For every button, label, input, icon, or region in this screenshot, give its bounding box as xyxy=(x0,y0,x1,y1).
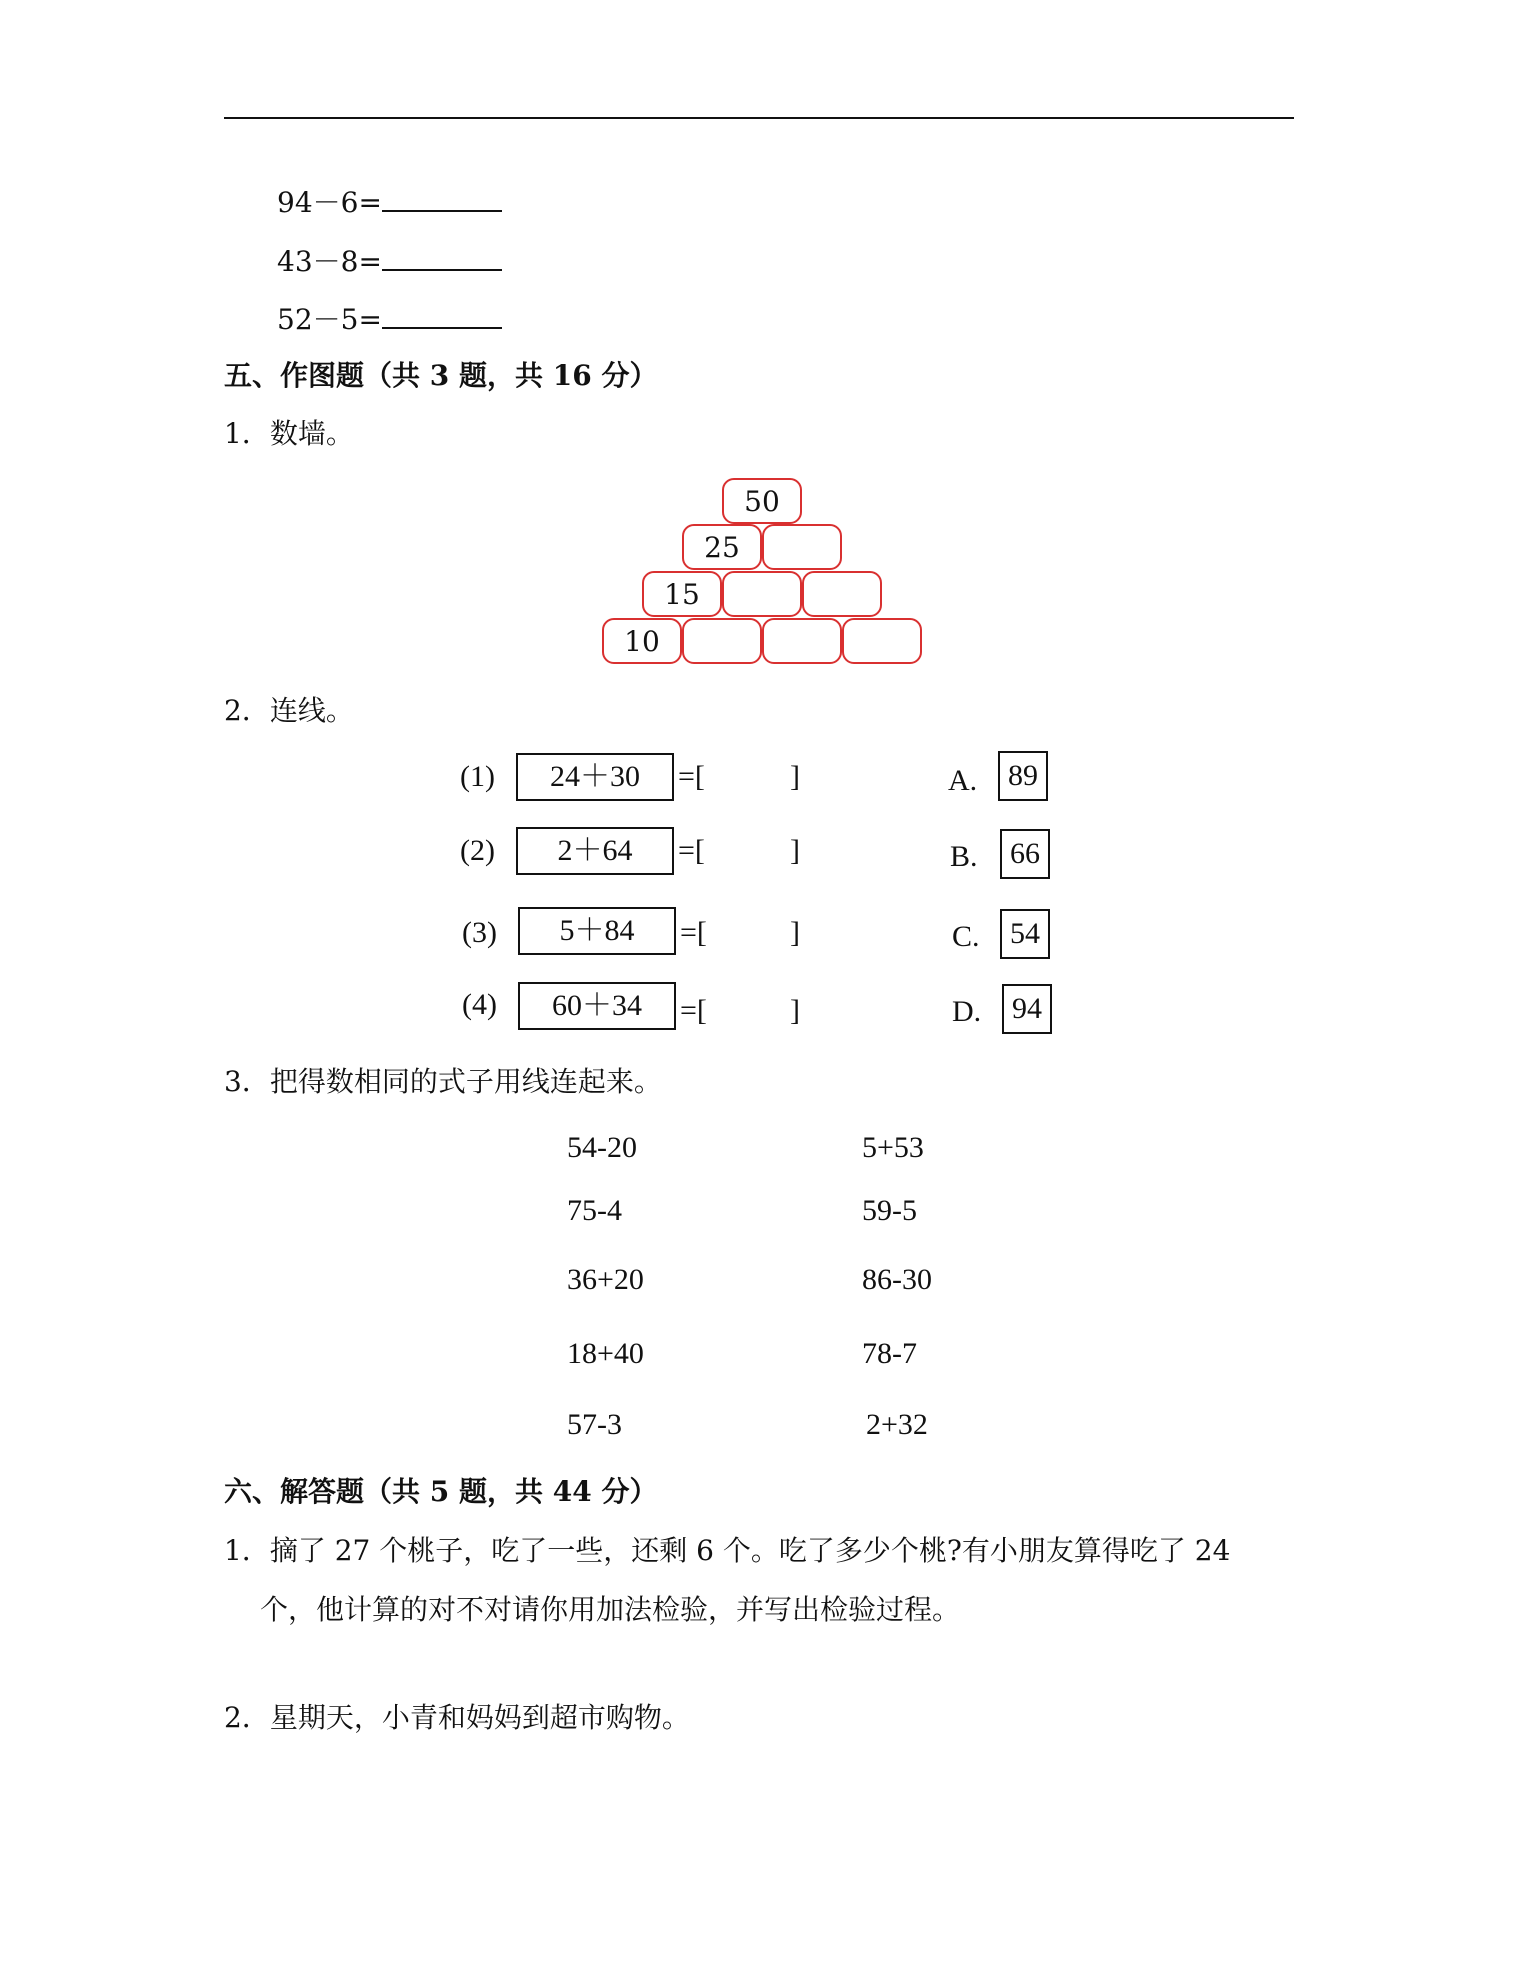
right-expression[interactable]: 78-7 xyxy=(862,1337,917,1370)
q2-label: 2．连线。 xyxy=(224,694,354,727)
equals-bracket: =[ xyxy=(680,916,707,949)
left-expression[interactable]: 54-20 xyxy=(567,1131,637,1164)
wall-brick-empty[interactable] xyxy=(842,618,922,664)
option-letter: D. xyxy=(952,995,982,1028)
subtraction-3 xyxy=(277,303,502,334)
right-expression[interactable]: 5+53 xyxy=(862,1131,924,1164)
equals-bracket: =[ xyxy=(678,834,705,867)
item-number: (2) xyxy=(460,834,495,867)
q1-label: 1．数墙。 xyxy=(224,417,354,450)
answer-blank[interactable] xyxy=(382,303,502,329)
option-letter: B. xyxy=(950,840,978,873)
right-expression[interactable]: 2+32 xyxy=(866,1408,928,1441)
option-value-box: 89 xyxy=(998,751,1048,801)
answer-blank[interactable] xyxy=(382,186,502,212)
wall-brick-empty[interactable] xyxy=(762,618,842,664)
item-number: (3) xyxy=(462,916,497,949)
wall-brick: 10 xyxy=(602,618,682,664)
close-bracket: ] xyxy=(790,760,800,793)
expression: 94－6= xyxy=(277,186,382,219)
wall-brick-empty[interactable] xyxy=(722,571,802,617)
right-expression[interactable]: 86-30 xyxy=(862,1263,932,1296)
expression: 52－5= xyxy=(277,303,382,336)
problem-2-line-1: 2．星期天，小青和妈妈到超市购物。 xyxy=(224,1701,690,1734)
item-number: (1) xyxy=(460,760,495,793)
wall-brick-empty[interactable] xyxy=(802,571,882,617)
expression-box: 24＋30 xyxy=(516,753,674,801)
expression-box: 5＋84 xyxy=(518,907,676,955)
left-expression[interactable]: 57-3 xyxy=(567,1408,622,1441)
equals-bracket: =[ xyxy=(680,994,707,1027)
expression-box: 2＋64 xyxy=(516,827,674,875)
left-expression[interactable]: 18+40 xyxy=(567,1337,644,1370)
left-expression[interactable]: 75-4 xyxy=(567,1194,622,1227)
left-expression[interactable]: 36+20 xyxy=(567,1263,644,1296)
close-bracket: ] xyxy=(790,994,800,1027)
close-bracket: ] xyxy=(790,916,800,949)
subtraction-2 xyxy=(277,245,502,276)
problem-1-line-2: 个，他计算的对不对请你用加法检验，并写出检验过程。 xyxy=(260,1593,961,1626)
answer-blank[interactable] xyxy=(382,245,502,271)
option-value-box: 66 xyxy=(1000,829,1050,879)
option-letter: A. xyxy=(948,764,978,797)
wall-brick-empty[interactable] xyxy=(762,524,842,570)
wall-brick-empty[interactable] xyxy=(682,618,762,664)
equals-bracket: =[ xyxy=(678,760,705,793)
option-value-box: 54 xyxy=(1000,909,1050,959)
section-6-title: 六、解答题（共 5 题，共 44 分） xyxy=(224,1475,658,1508)
close-bracket: ] xyxy=(790,834,800,867)
section-5-title: 五、作图题（共 3 题，共 16 分） xyxy=(224,359,658,392)
subtraction-1 xyxy=(277,186,502,217)
right-expression[interactable]: 59-5 xyxy=(862,1194,917,1227)
problem-1-line-1: 1．摘了 27 个桃子，吃了一些，还剩 6 个。吃了多少个桃?有小朋友算得吃了 24 xyxy=(224,1534,1231,1567)
wall-brick: 50 xyxy=(722,478,802,524)
wall-brick: 15 xyxy=(642,571,722,617)
wall-brick: 25 xyxy=(682,524,762,570)
expression: 43－8= xyxy=(277,245,382,278)
option-value-box: 94 xyxy=(1002,984,1052,1034)
header-rule xyxy=(224,117,1294,119)
item-number: (4) xyxy=(462,988,497,1021)
expression-box: 60＋34 xyxy=(518,982,676,1030)
q3-label: 3．把得数相同的式子用线连起来。 xyxy=(224,1065,662,1098)
option-letter: C. xyxy=(952,920,980,953)
